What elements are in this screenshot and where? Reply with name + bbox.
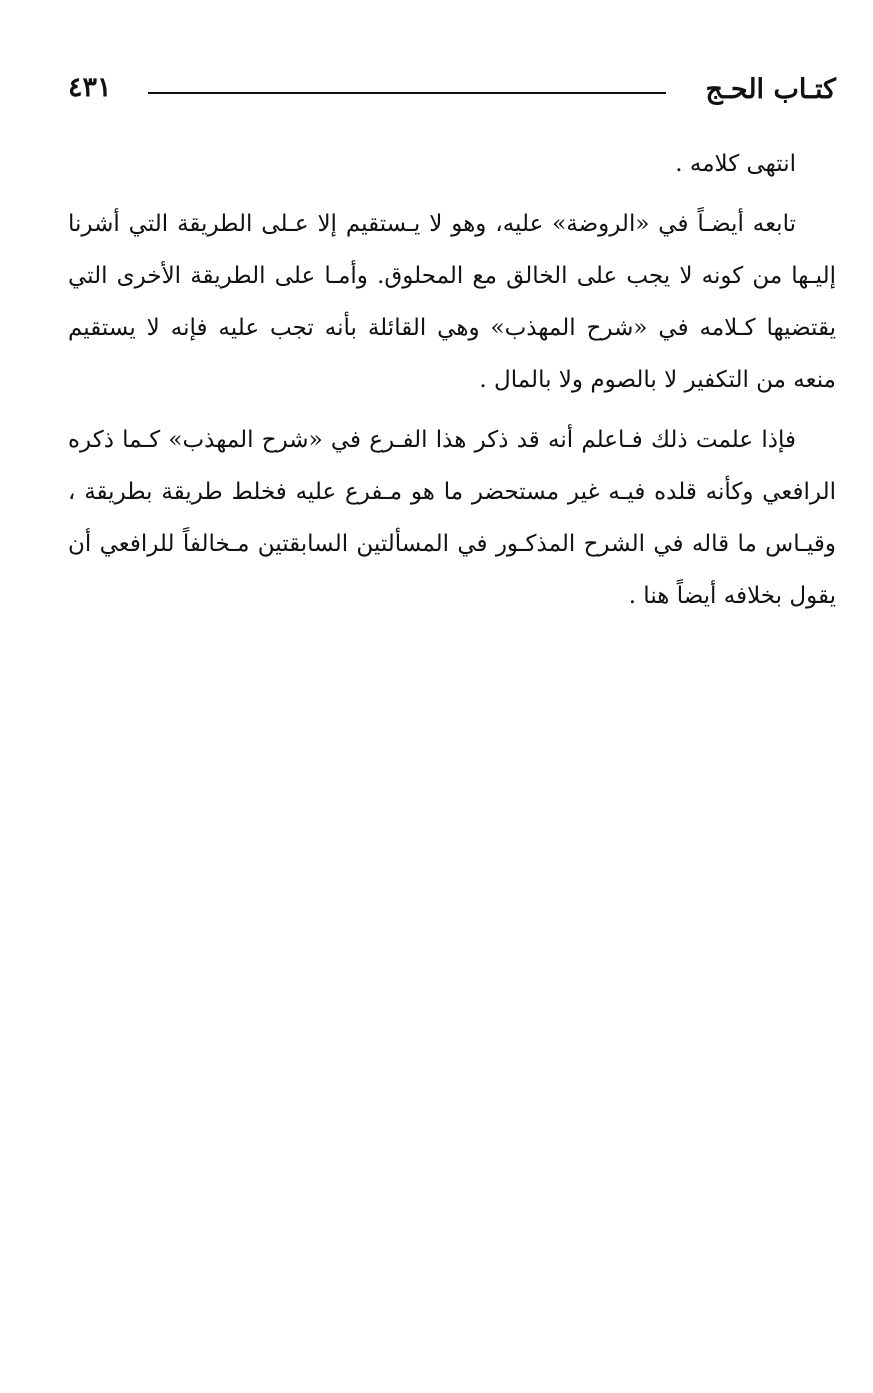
paragraph-1: انتهى كلامه . (675, 151, 796, 177)
paragraph-2: تابعه أيضـاً في «الروضة» عليه، وهو لا يـستقيم إلا عـلى الطريقة التي أشرنا إليـها من كونه لا يجب على الخالق مع المحلوق. وأمـا على الطريقة الأخرى التي يقتضيها كـلامه في «شرح المهذب» وهي القائلة بأنه تجب عليه فإنه لا يستقيم منعه من التكفير لا بالصوم ولا بالمال . (68, 211, 836, 393)
header-rule (148, 92, 666, 94)
paragraph-3: فإذا علمت ذلك فـاعلم أنه قد ذكر هذا الفـرع في «شرح المهذب» كـما ذكره الرافعي وكأنه قلده فيـه غير مستحضر ما هو مـفرع عليه فخلط طريقة بطريقة ، وقيـاس ما قاله في الشرح المذكـور في المسألتين السابقتين مـخالفاً للرافعي أن يقول بخلافه أيضاً هنا . (68, 427, 836, 609)
running-header (68, 70, 836, 110)
body-text (68, 138, 836, 622)
chapter-title: كتـاب الحـج (705, 74, 836, 105)
page-number: ٤٣١ (68, 72, 112, 103)
